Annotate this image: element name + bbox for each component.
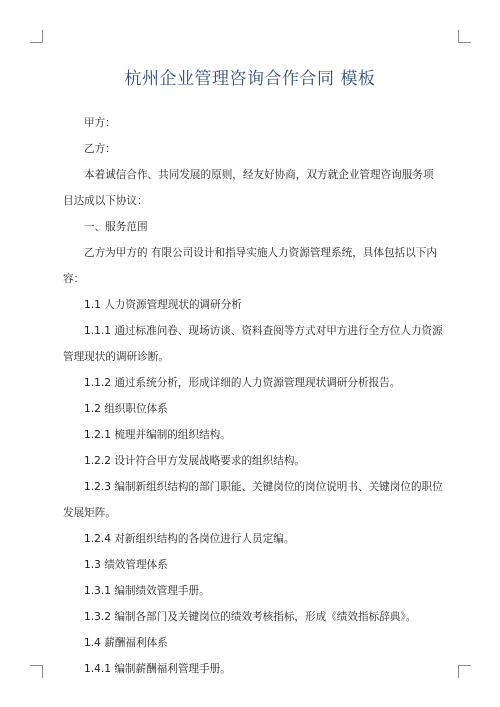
paragraph: 乙方为甲方的 有限公司设计和指导实施人力资源管理系统，具体包括以下内容： <box>63 247 437 285</box>
clause-heading: 1.1 人力资源管理现状的调研分析 <box>84 299 242 311</box>
clause-item: 1.3.2 编制各部门及关键岗位的绩效考核指标，形成《绩效指标辞典》。 <box>84 611 417 623</box>
party-b-line: 乙方： <box>84 143 116 155</box>
crop-mark-bottom-left <box>30 665 43 678</box>
crop-mark-top-right <box>458 30 471 43</box>
clause-item: 1.4.1 编制薪酬福利管理手册。 <box>84 663 231 675</box>
document-title: 杭州企业管理咨询合作合同 模板 <box>124 69 376 89</box>
crop-mark-top-left <box>30 30 43 43</box>
party-a-line: 甲方： <box>84 117 116 129</box>
crop-mark-bottom-right <box>458 665 471 678</box>
document-body <box>63 110 443 682</box>
clause-item: 1.2.2 设计符合甲方发展战略要求的组织结构。 <box>84 455 306 467</box>
clause-item: 1.1.2 通过系统分析，形成详细的人力资源管理现状调研分析报告。 <box>84 377 401 389</box>
clause-item: 1.2.1 梳理并编制的组织结构。 <box>84 429 231 441</box>
clause-heading: 1.4 薪酬福利体系 <box>84 637 168 649</box>
preamble-paragraph: 本着诚信合作、共同发展的原则，经友好协商，双方就企业管理咨询服务项目达成以下协议： <box>63 169 434 207</box>
clause-heading: 1.2 组织职位体系 <box>84 403 168 415</box>
clause-item: 1.2.3 编制新组织结构的部门职能、关键岗位的岗位说明书、关键岗位的职位发展矩阵。 <box>63 481 443 519</box>
section-heading: 一、服务范围 <box>84 221 148 233</box>
clause-item: 1.3.1 编制绩效管理手册。 <box>84 585 210 597</box>
clause-heading: 1.3 绩效管理体系 <box>84 559 168 571</box>
clause-item: 1.1.1 通过标准问卷、现场访谈、资料查阅等方式对甲方进行全方位人力资源管理现状的调研诊断。 <box>63 325 443 363</box>
clause-item: 1.2.4 对新组织结构的各岗位进行人员定编。 <box>84 533 295 545</box>
